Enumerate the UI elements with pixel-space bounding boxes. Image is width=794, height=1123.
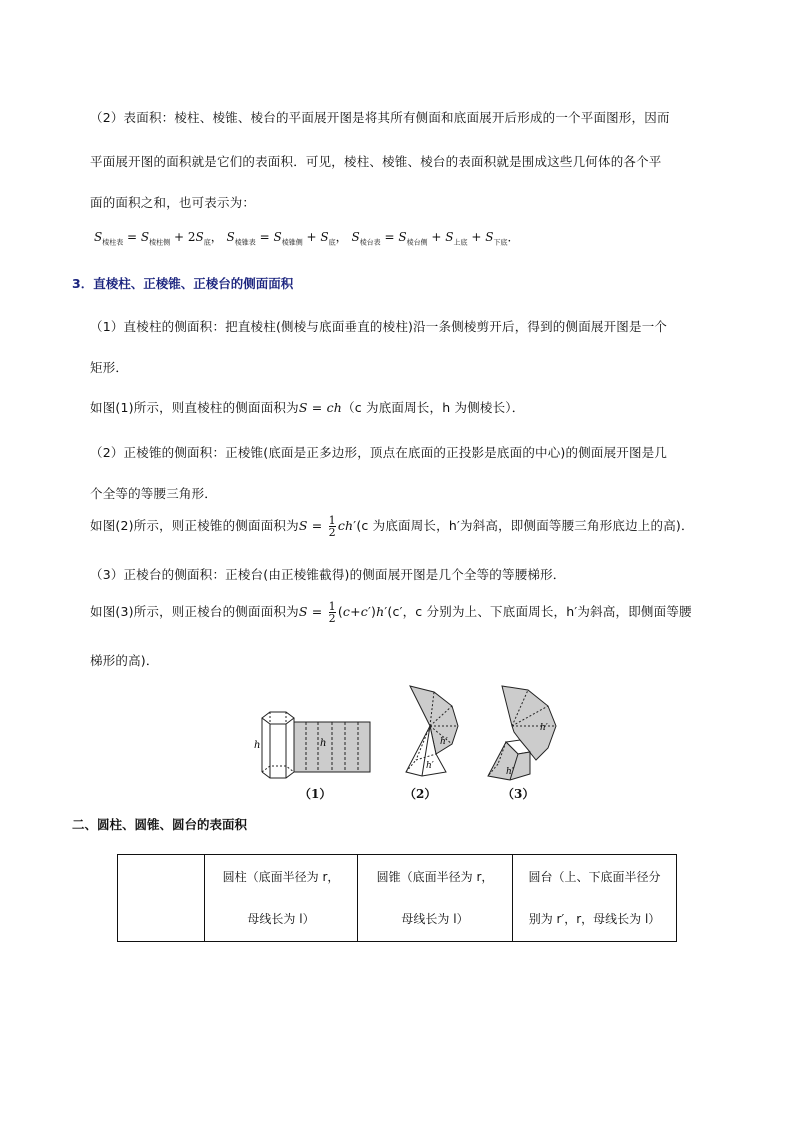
p2-line-2: 平面展开图的面积就是它们的表面积．可见，棱柱、棱锥、棱台的表面积就是围成这些几何体的各个平 [90,154,662,169]
s3-p1-line-1: （1）直棱柱的侧面积：把直棱柱(侧棱与底面垂直的棱柱)沿一条侧棱剪开后，得到的侧面展开图是一个 [90,319,668,334]
fraction-half-2: $\frac{1}{2}$ [328,600,336,625]
surface-area-formula: $S_{棱柱表} = S_{棱柱侧} + 2S_底$， $S_{棱锥表} = S_{棱锥侧} + S_底$， $S_{棱台表} = S_{棱台侧} + S_{上底} + S_{下底}$． [94,230,520,247]
fraction-half: $\frac{1}{2}$ [328,514,336,539]
s3-p2-line-2: 个全等的等腰三角形． [90,486,218,501]
fig-label-1: （1） [299,787,332,801]
fig1-h-center: h [320,738,327,749]
figure-3-frustum [488,686,556,780]
table-header-cone: 圆锥（底面半径为 r， 母线长为 l） [358,855,513,942]
s3-p3-line-1: （3）正棱台的侧面积：正棱台(由正棱锥截得)的侧面展开图是几个全等的等腰梯形． [90,567,566,582]
figure-1-unfolded [294,722,370,772]
section-2-title: 二、圆柱、圆锥、圆台的表面积 [72,817,248,832]
s3-p3-line-3: 梯形的高)． [90,653,159,668]
fig-label-2: （2） [404,787,437,801]
section-3-title: 3．直棱柱、正棱锥、正棱台的侧面面积 [72,276,294,291]
s3-p2-line-3: 如图(2)所示，则正棱锥的侧面面积为S = $\frac{1}{2}$ ch′(c 为底面周长，h′为斜高，即侧面等腰三角形底边上的高)． [90,514,694,539]
fig3-hp-side: h′ [540,723,548,733]
s3-p2-line-1: （2）正棱锥的侧面积：正棱锥(底面是正多边形，顶点在底面的正投影是底面的中心)的侧面展开图是几 [90,445,668,460]
table-header-cylinder: 圆柱（底面半径为 r， 母线长为 l） [205,855,358,942]
table-row [118,855,677,942]
fig-label-3: （3） [502,787,535,801]
fig1-h-left: h [254,740,261,751]
fig2-hp-bottom: h′ [426,761,434,771]
s3-p1-line-2: 矩形． [90,360,129,375]
fig3-hp-bottom: h′ [506,767,514,777]
s3-p3-line-2: 如图(3)所示，则正棱台的侧面面积为S = $\frac{1}{2}$ (c+c′)h′(c′，c 分别为上、下底面周长，h′为斜高，即侧面等腰 [90,600,692,625]
s3-p1-line-3: 如图(1)所示，则直棱柱的侧面面积为S = ch（c 为底面周长，h 为侧棱长）． [90,400,525,415]
table-empty-cell [118,855,205,942]
figure-1-prism [262,712,294,778]
table-header-frustum: 圆台（上、下底面半径分 别为 r′，r，母线长为 l） [513,855,677,942]
fig2-hp-side: h′ [440,737,448,747]
p2-line-1: （2）表面积：棱柱、棱锥、棱台的平面展开图是将其所有侧面和底面展开后形成的一个平面图形，因而 [90,110,670,125]
surface-area-table [117,854,677,942]
p2-line-3: 面的面积之和，也可表示为： [90,195,256,210]
